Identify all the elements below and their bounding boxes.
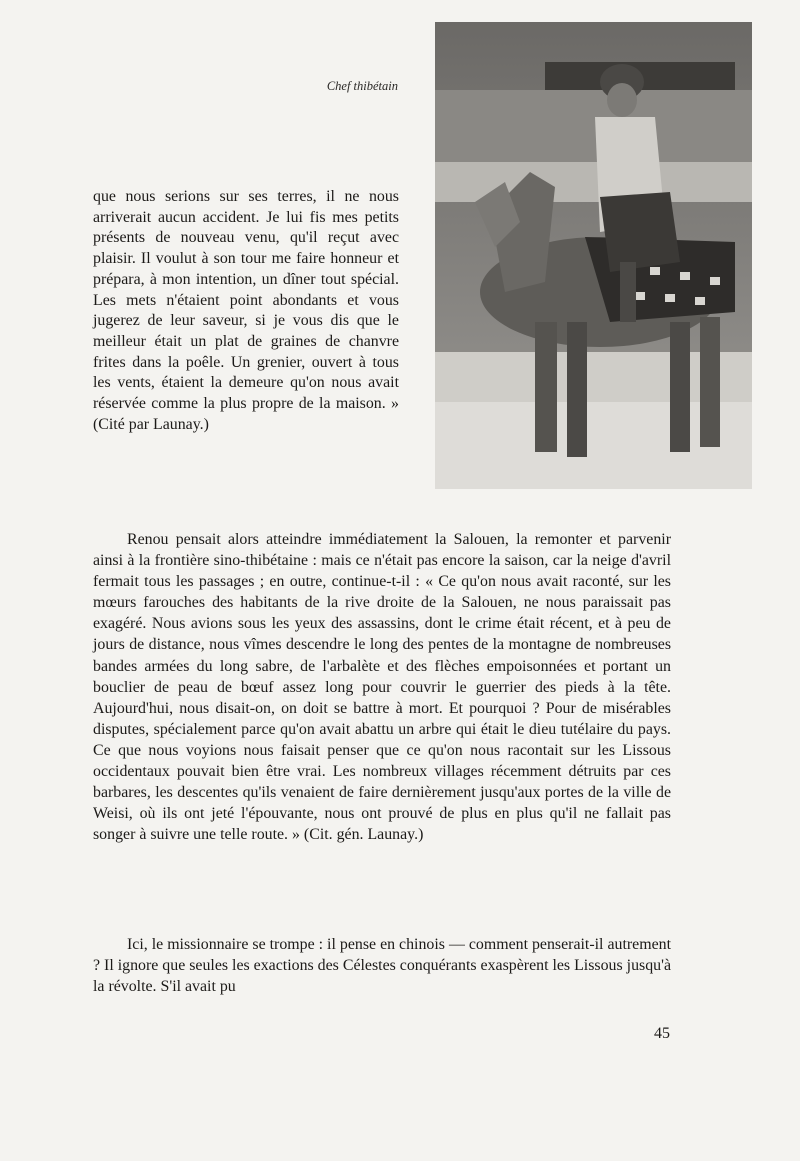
photo-tibetan-chief xyxy=(435,22,752,489)
paragraph-beside-photo xyxy=(93,187,399,435)
paragraph-main xyxy=(93,529,671,845)
horseman-illustration xyxy=(435,22,752,489)
page-number: 45 xyxy=(654,1025,670,1042)
photo-caption: Chef thibétain xyxy=(326,79,398,93)
paragraph-1: Renou pensait alors atteindre immédiatement la Salouen, la remonter et parvenir ainsi à la frontière sino-thibétaine : mais ce n'était pas encore la saison, car la neige d'avril fermait tous les passages ; en outre, continue-t-il : « Ce qu'on nous avait raconté, sur les mœurs farouches des habitants de la rive droite de la Salouen, ne nous paraissait pas exagéré. Nous avions sous les yeux des assassins, dont le crime était récent, et à peu de jours de distance, nous vîmes descendre le long des pentes de la montagne de nombreuses bandes armées du long sabre, de l'arbalète et des flèches empoisonnées et portant un bouclier de peau de bœuf assez long pour couvrir le guerrier des pieds à la tête. Aujourd'hui, nous disait-on, on doit se battre à mort. Et pourquoi ? Pour de misérables disputes, spécialement parce qu'on avait abattu un arbre qui était le dieu tutélaire du pays. Ce que nous voyions nous faisait penser que ce qu'on nous racontait sur les Lissous occidentaux pouvait bien être vrai. Les nombreux villages récemment détruits par ces barbares, les descentes qu'ils venaient de faire dernièrement jusqu'aux portes de la ville de Weisi, où ils ont jeté l'épouvante, nous ont prouvé de plus en plus qu'il ne fallait pas songer à suivre une telle route. » (Cit. gén. Launay.) xyxy=(93,531,671,844)
paragraph-last xyxy=(93,934,671,997)
paragraph-2: Ici, le missionnaire se trompe : il pense en chinois — comment penserait-il autrement ? Il ignore que seules les exactions des Célestes conquérants exaspèrent les Lissous jusqu'à la révolte. S'il avait pu xyxy=(93,936,671,996)
paragraph-0: que nous serions sur ses terres, il ne nous arriverait aucun accident. Je lui fis mes petits présents de nouveau venu, qu'il reçut avec plaisir. Il voulut à son tour me faire honneur et prépara, à mon intention, un dîner tout spécial. Les mets n'étaient point abondants et vous jugerez de leur saveur, si je vous dis que le meilleur était un plat de graines de chanvre frites dans la poêle. Un grenier, ouvert à tous les vents, étaient la demeure qu'on nous avait réservée comme la plus propre de la maison. » (Cité par Launay.) xyxy=(93,188,399,433)
